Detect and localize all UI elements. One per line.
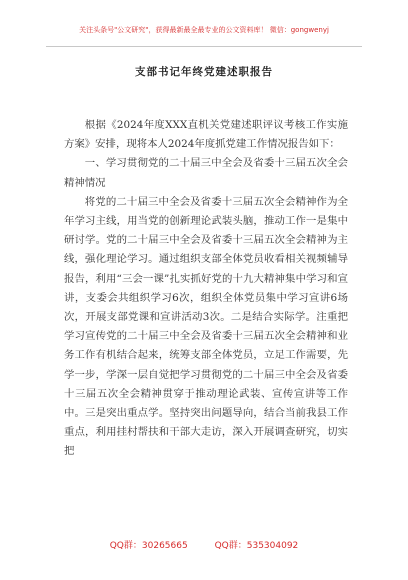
page-footer — [0, 538, 408, 551]
section-heading: 一、学习贯彻党的二十届三中全会及省委十三届五次全会精神情况 — [64, 157, 348, 189]
body-paragraph: 将党的二十届三中全会及省委十三届五次全会精神作为全年学习主线，用当党的创新理论武装头脑，推动工作一是集中研讨学。党的二十届三中全会及省委十三届五次全会精神为主线，强化理论学习。通过组织支部全体党员收看相关视频辅导报告，利用“三会一课”扎实抓好党的十九大精神集中学习和宣讲，支委会共组织学习6次，组织全体党员集中学习宣讲6场次，开展支部党课和宣讲活动3次。二是结合实际学。注重把学习宣传党的二十届三中全会及省委十三届五次全会精神和业务工作有机结合起来，统筹支部全体党员，立足工作需要，先学一步，学深一层自觉把学习贯彻党的二十届三中全会及省委十三届五次全会精神贯穿于推动理论武装、宣传宣讲等工作中。三是突出重点学。坚持突出问题导向，结合当前我县工作重点，利用挂村帮扶和干部大走访，深入开展调查研究，切实把 — [64, 195, 348, 458]
footer-qq-group-1: QQ群：30265665 — [109, 541, 188, 551]
header-divider — [46, 46, 362, 47]
document-title: 支部书记年终党建述职报告 — [135, 66, 273, 78]
footer-qq-group-2: QQ群：535304092 — [214, 541, 299, 551]
intro-paragraph: 根据《2024年度XXX直机关党建述职评议考核工作实施方案》安排，现将本人2024年度抓党建工作情况报告如下： — [64, 119, 348, 151]
document-body — [64, 116, 348, 462]
page-header-notice: 关注头条号"公文研究"，获得最新最全最专业的公文资料库！ 微信：gongwenyj — [79, 26, 329, 34]
